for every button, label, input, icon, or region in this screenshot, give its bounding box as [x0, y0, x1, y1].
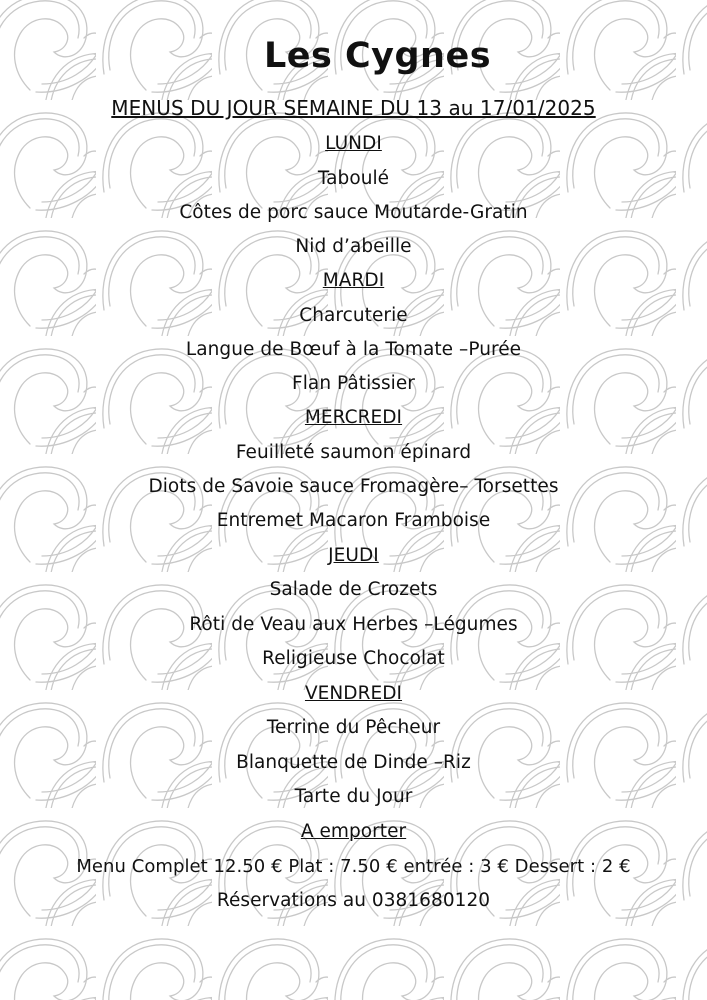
- day-heading-lundi: LUNDI: [325, 133, 382, 154]
- takeaway-heading: A emporter: [300, 821, 407, 842]
- dish-mardi-plat: Langue de Bœuf à la Tomate –Purée: [185, 339, 522, 360]
- dish-lundi-dessert: Nid d’abeille: [295, 236, 412, 257]
- dish-vendredi-entree: Terrine du Pêcheur: [266, 717, 441, 738]
- dish-vendredi-plat: Blanquette de Dinde –Riz: [236, 752, 471, 773]
- price-list: Menu Complet 12.50 € Plat : 7.50 € entrée : 3 € Dessert : 2 €: [76, 856, 631, 877]
- dish-lundi-entree: Taboulé: [317, 168, 390, 189]
- day-heading-mardi: MARDI: [322, 270, 385, 291]
- day-heading-vendredi: VENDREDI: [304, 683, 403, 704]
- dish-mardi-dessert: Flan Pâtissier: [292, 373, 415, 394]
- dish-jeudi-plat: Rôti de Veau aux Herbes –Légumes: [189, 614, 518, 635]
- dish-mardi-entree: Charcuterie: [299, 305, 408, 326]
- page-title: Les Cygnes: [263, 36, 492, 76]
- dish-jeudi-entree: Salade de Crozets: [269, 579, 438, 600]
- dish-vendredi-dessert: Tarte du Jour: [294, 786, 413, 807]
- menu-subtitle: MENUS DU JOUR SEMAINE DU 13 au 17/01/2025: [111, 96, 596, 120]
- dish-lundi-plat: Côtes de porc sauce Moutarde-Gratin: [179, 202, 528, 223]
- dish-mercredi-plat: Diots de Savoie sauce Fromagère– Torsettes: [148, 476, 559, 497]
- reservation-phone: Réservations au 0381680120: [216, 890, 491, 911]
- dish-mercredi-entree: Feuilleté saumon épinard: [235, 442, 472, 463]
- day-heading-jeudi: JEUDI: [328, 545, 379, 566]
- dish-jeudi-dessert: Religieuse Chocolat: [262, 648, 445, 669]
- dish-mercredi-dessert: Entremet Macaron Framboise: [216, 510, 491, 531]
- day-heading-mercredi: MERCREDI: [304, 407, 403, 428]
